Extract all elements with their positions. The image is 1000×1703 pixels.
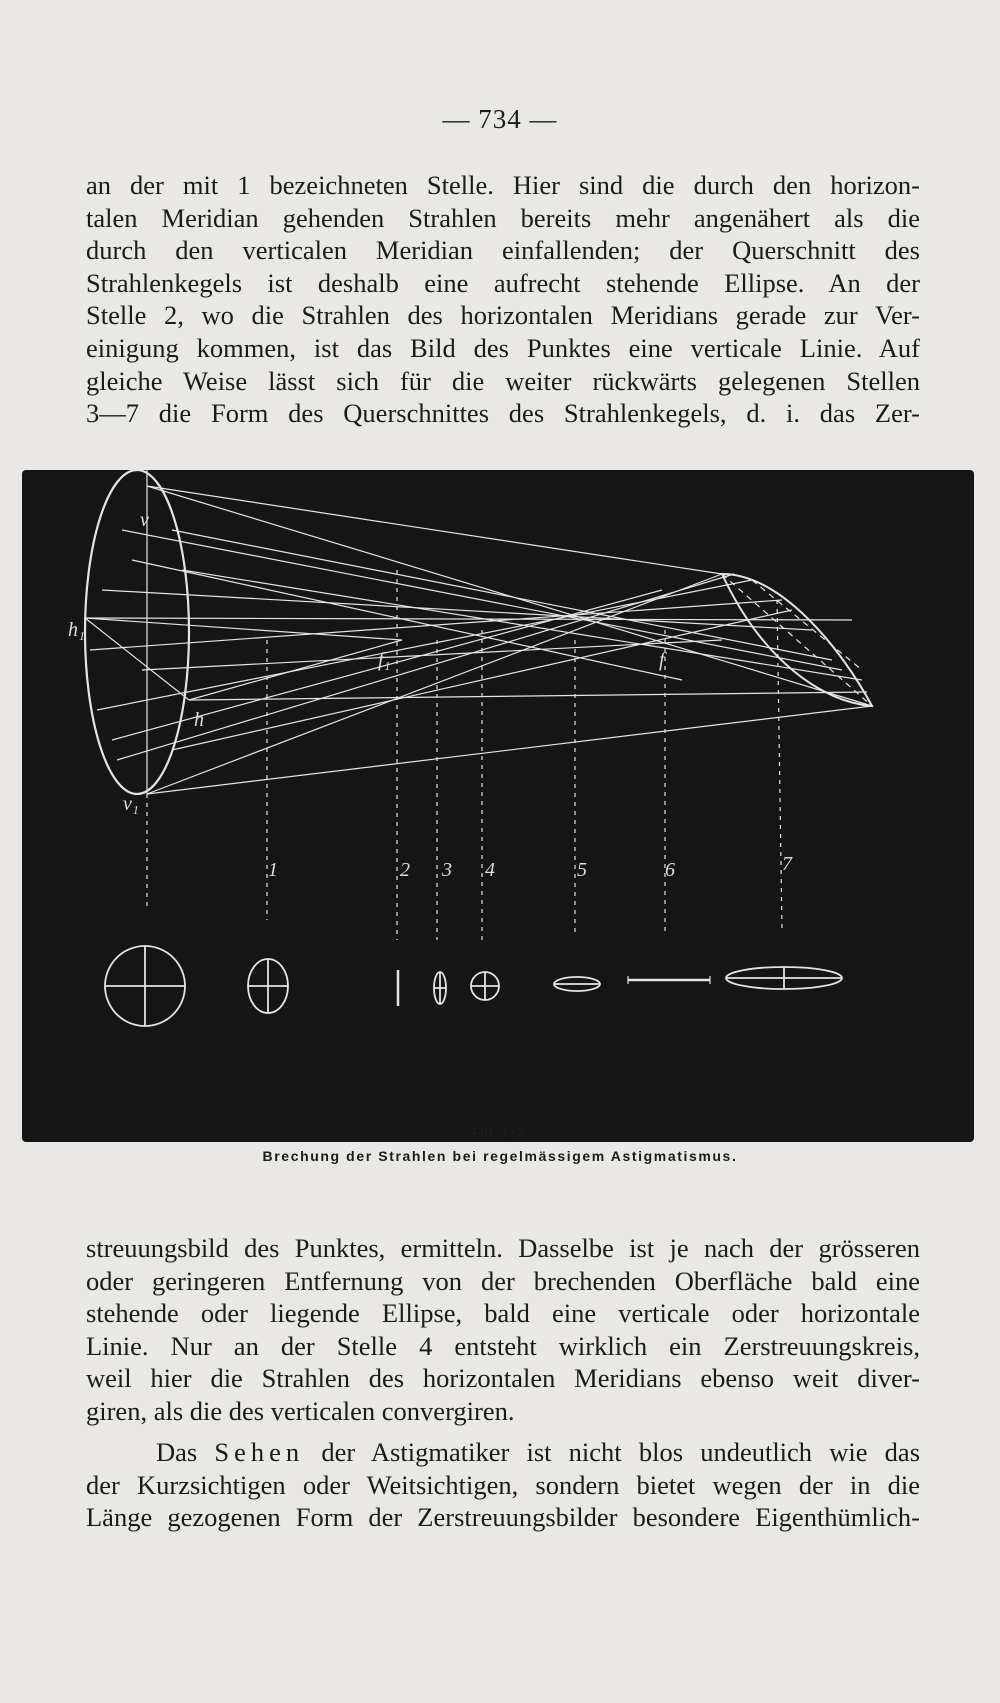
- section-3-narrow-ellipse: [434, 972, 446, 1004]
- label-f1: f₁: [378, 649, 391, 671]
- station-7: 7: [782, 853, 792, 875]
- section-5-flat-ellipse: [554, 977, 600, 991]
- line-rest: der Astigmatiker ist nicht blos undeutlich wie das: [321, 1437, 921, 1467]
- section-circle-large: [105, 946, 185, 1026]
- refracting-surface-ellipse: [85, 470, 189, 794]
- section-7-wide-ellipse: [726, 967, 842, 989]
- paragraph-1: [86, 169, 920, 430]
- text-line: Länge gezogenen Form der Zerstreuungsbilder besondere Eigenthümlich-: [86, 1502, 920, 1533]
- text-line: der Kurzsichtigen oder Weitsichtigen, sondern bietet wegen der in die: [86, 1469, 920, 1500]
- label-f: f: [659, 649, 665, 671]
- text-line: einigung kommen, ist das Bild des Punktes eine verticale Linie. Auf: [86, 332, 920, 363]
- text-line: talen Meridian gehenden Strahlen bereits mehr angenähert als die: [86, 202, 920, 233]
- label-v1: v₁: [123, 793, 139, 815]
- text-line: an der mit 1 bezeichneten Stelle. Hier sind die durch den horizon-: [86, 170, 920, 200]
- text-line: weil hier die Strahlen des horizontalen Meridians ebenso weit diver-: [86, 1363, 920, 1394]
- text-line: durch den verticalen Meridian einfallenden; der Querschnitt des: [86, 235, 920, 266]
- label-v: v: [140, 509, 149, 531]
- station-1: 1: [268, 859, 278, 881]
- page-number: — 734 —: [442, 104, 558, 134]
- astigmatism-diagram: [22, 470, 974, 1142]
- text-line: oder geringeren Entfernung von der brechenden Oberfläche bald eine: [86, 1265, 920, 1296]
- text-line: Stelle 2, wo die Strahlen des horizontalen Meridians gerade zur Ver-: [86, 300, 920, 331]
- text-line: Strahlenkegels ist deshalb eine aufrecht stehende Ellipse. An der: [86, 267, 920, 298]
- section-1-upright-ellipse: [248, 959, 288, 1013]
- figure-label: Fig. 173.: [471, 1124, 529, 1140]
- section-4-circle: [471, 972, 499, 1000]
- text-line: stehende oder liegende Ellipse, bald eine verticale oder horizontale: [86, 1298, 920, 1329]
- text-line: streuungsbild des Punktes, ermitteln. Dasselbe ist je nach der grösseren: [86, 1233, 920, 1263]
- horizontal-meridian: [85, 618, 189, 700]
- spaced-word: Sehen: [214, 1437, 305, 1467]
- station-5: 5: [577, 859, 587, 881]
- text-line: gleiche Weise lässt sich für die weiter rückwärts gelegenen Stellen: [86, 365, 920, 396]
- station-2: 2: [400, 859, 410, 881]
- station-4: 4: [485, 859, 495, 881]
- figure-caption: Brechung der Strahlen bei regelmässigem Astigmatismus.: [262, 1148, 738, 1164]
- text-line: [86, 1436, 920, 1469]
- lead-word: Das: [156, 1437, 198, 1467]
- text-line: Linie. Nur an der Stelle 4 entsteht wirklich ein Zerstreuungskreis,: [86, 1330, 920, 1361]
- label-h: h: [194, 709, 204, 731]
- text-line: giren, als die des verticalen convergiren.: [86, 1395, 515, 1426]
- paragraph-2: [86, 1232, 920, 1428]
- station-3: 3: [442, 859, 452, 881]
- paragraph-3: [86, 1436, 920, 1534]
- text-line: 3—7 die Form des Querschnittes des Strahlenkegels, d. i. das Zer-: [86, 398, 920, 429]
- label-h1: h₁: [68, 619, 85, 641]
- station-6: 6: [665, 859, 675, 881]
- figure-astigmatism: [22, 470, 974, 1142]
- section-6-horizontal-line: [628, 976, 710, 984]
